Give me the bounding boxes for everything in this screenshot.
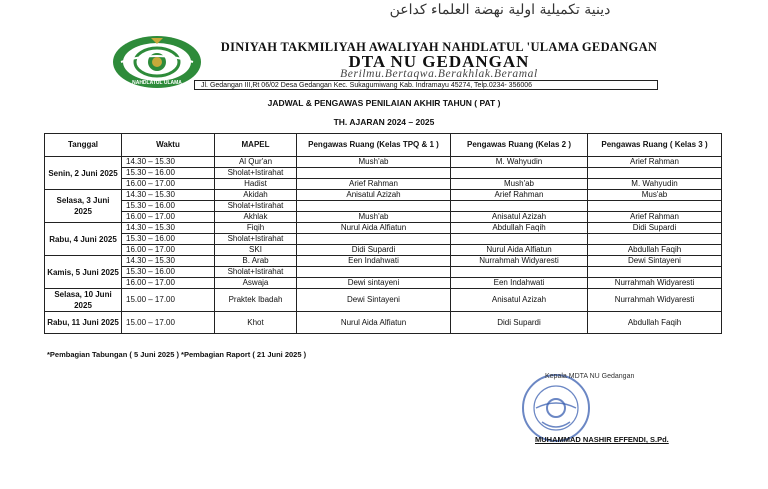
table-row <box>45 168 722 179</box>
school-stamp <box>512 372 600 444</box>
proctor-cell <box>588 234 722 245</box>
table-row <box>45 212 722 223</box>
proctor-cell: M. Wahyudin <box>588 179 722 190</box>
organization-name: DINIYAH TAKMILIYAH AWALIYAH NAHDLATUL 'ULAMA GEDANGAN <box>220 40 658 54</box>
proctor-cell <box>297 234 451 245</box>
subject-cell: Sholat+Istirahat <box>215 168 297 179</box>
proctor-cell: Didi Supardi <box>451 312 588 334</box>
proctor-cell: Didi Supardi <box>297 245 451 256</box>
date-cell: Selasa, 3 Juni 2025 <box>45 190 122 223</box>
time-cell: 14.30 – 15.30 <box>122 157 215 168</box>
proctor-cell <box>297 267 451 278</box>
signature-role: Kepala MDTA NU Gedangan <box>545 373 635 380</box>
table-row <box>45 179 722 190</box>
column-header: Pengawas Ruang (Kelas 2 ) <box>451 134 588 157</box>
proctor-cell <box>451 267 588 278</box>
table-row <box>45 289 722 312</box>
time-cell: 16.00 – 17.00 <box>122 278 215 289</box>
proctor-cell <box>588 168 722 179</box>
proctor-cell: Een Indahwati <box>451 278 588 289</box>
exam-schedule-table <box>44 133 722 334</box>
proctor-cell: Een Indahwati <box>297 256 451 267</box>
nahdlatul-ulama-logo <box>111 34 203 90</box>
time-cell: 15.00 – 17.00 <box>122 312 215 334</box>
proctor-cell <box>588 201 722 212</box>
subject-cell: B. Arab <box>215 256 297 267</box>
proctor-cell: Nurrahmah Widyaresti <box>588 289 722 312</box>
proctor-cell: Arief Rahman <box>297 179 451 190</box>
proctor-cell: Arief Rahman <box>588 157 722 168</box>
proctor-cell: Abdullah Faqih <box>588 245 722 256</box>
proctor-cell: Nurrahmah Widyaresti <box>451 256 588 267</box>
time-cell: 15.30 – 16.00 <box>122 201 215 212</box>
date-cell: Kamis, 5 Juni 2025 <box>45 256 122 289</box>
time-cell: 15.30 – 16.00 <box>122 234 215 245</box>
letterhead <box>0 0 768 92</box>
proctor-cell <box>451 234 588 245</box>
subject-cell: SKI <box>215 245 297 256</box>
proctor-cell: Dewi Sintayeni <box>588 256 722 267</box>
svg-text:NAHDLATUL ULAMA: NAHDLATUL ULAMA <box>132 80 182 86</box>
proctor-cell <box>588 267 722 278</box>
arabic-name: دينية تكميلية اولية نهضة العلماء كداعن <box>389 2 611 18</box>
address: Jl. Gedangan III,Rt 06/02 Desa Gedangan Kec. Sukagumiwang Kab. Indramayu 45274, Telp.0234- 356006 <box>194 80 658 90</box>
table-row <box>45 267 722 278</box>
proctor-cell <box>451 168 588 179</box>
column-header: Waktu <box>122 134 215 157</box>
proctor-cell: Mush'ab <box>451 179 588 190</box>
table-row <box>45 245 722 256</box>
document-title: JADWAL & PENGAWAS PENILAIAN AKHIR TAHUN ( PAT ) <box>267 98 501 108</box>
announcement-note: *Pembagian Tabungan ( 5 Juni 2025 ) *Pembagian Raport ( 21 Juni 2025 ) <box>47 350 307 359</box>
proctor-cell: M. Wahyudin <box>451 157 588 168</box>
table-header-row <box>45 134 722 157</box>
table-row <box>45 201 722 212</box>
subject-cell: Akidah <box>215 190 297 201</box>
proctor-cell: Anisatul Azizah <box>451 289 588 312</box>
proctor-cell: Anisatul Azizah <box>451 212 588 223</box>
date-cell: Rabu, 4 Juni 2025 <box>45 223 122 256</box>
signature-name: MUHAMMAD NASHIR EFFENDI, S.Pd. <box>535 435 669 444</box>
proctor-cell: Nurul Aida Alfiatun <box>451 245 588 256</box>
proctor-cell: Didi Supardi <box>588 223 722 234</box>
subject-cell: Fiqih <box>215 223 297 234</box>
proctor-cell <box>297 168 451 179</box>
table-row <box>45 157 722 168</box>
proctor-cell: Abdullah Faqih <box>451 223 588 234</box>
proctor-cell: Arief Rahman <box>451 190 588 201</box>
proctor-cell: Dewi sintayeni <box>297 278 451 289</box>
table-row <box>45 278 722 289</box>
time-cell: 14.30 – 15.30 <box>122 223 215 234</box>
subject-cell: Sholat+Istirahat <box>215 201 297 212</box>
proctor-cell: Anisatul Azizah <box>297 190 451 201</box>
proctor-cell: Abdullah Faqih <box>588 312 722 334</box>
table-row <box>45 312 722 334</box>
column-header: Pengawas Ruang ( Kelas 3 ) <box>588 134 722 157</box>
subject-cell: Akhlak <box>215 212 297 223</box>
school-name: DTA NU GEDANGAN <box>348 52 530 71</box>
proctor-cell <box>297 201 451 212</box>
subject-cell: Khot <box>215 312 297 334</box>
subject-cell: Praktek Ibadah <box>215 289 297 312</box>
subject-cell: Aswaja <box>215 278 297 289</box>
column-header: MAPEL <box>215 134 297 157</box>
academic-year: TH. AJARAN 2024 – 2025 <box>333 117 435 127</box>
table-body <box>45 157 722 334</box>
proctor-cell: Mush'ab <box>297 157 451 168</box>
proctor-cell: Dewi Sintayeni <box>297 289 451 312</box>
time-cell: 16.00 – 17.00 <box>122 245 215 256</box>
subject-cell: Sholat+Istirahat <box>215 267 297 278</box>
table-row <box>45 223 722 234</box>
time-cell: 16.00 – 17.00 <box>122 179 215 190</box>
table-row <box>45 256 722 267</box>
time-cell: 15.00 – 17.00 <box>122 289 215 312</box>
date-cell: Selasa, 10 Juni 2025 <box>45 289 122 312</box>
time-cell: 15.30 – 16.00 <box>122 168 215 179</box>
column-header: Pengawas Ruang (Kelas TPQ & 1 ) <box>297 134 451 157</box>
proctor-cell: Nurul Aida Alfiatun <box>297 223 451 234</box>
proctor-cell: Mush'ab <box>297 212 451 223</box>
time-cell: 16.00 – 17.00 <box>122 212 215 223</box>
proctor-cell: Nurrahmah Widyaresti <box>588 278 722 289</box>
date-cell: Rabu, 11 Juni 2025 <box>45 312 122 334</box>
time-cell: 14.30 – 15.30 <box>122 256 215 267</box>
subject-cell: Hadist <box>215 179 297 190</box>
time-cell: 15.30 – 16.00 <box>122 267 215 278</box>
subject-cell: Al Qur'an <box>215 157 297 168</box>
table-row <box>45 190 722 201</box>
proctor-cell: Nurul Aida Alfiatun <box>297 312 451 334</box>
column-header: Tanggal <box>45 134 122 157</box>
subject-cell: Sholat+Istirahat <box>215 234 297 245</box>
date-cell: Senin, 2 Juni 2025 <box>45 157 122 190</box>
proctor-cell: Arief Rahman <box>588 212 722 223</box>
proctor-cell: Mus'ab <box>588 190 722 201</box>
proctor-cell <box>451 201 588 212</box>
motto: Berilmu.Bertaqwa.Berakhlak.Beramal <box>340 68 538 80</box>
time-cell: 14.30 – 15.30 <box>122 190 215 201</box>
table-row <box>45 234 722 245</box>
